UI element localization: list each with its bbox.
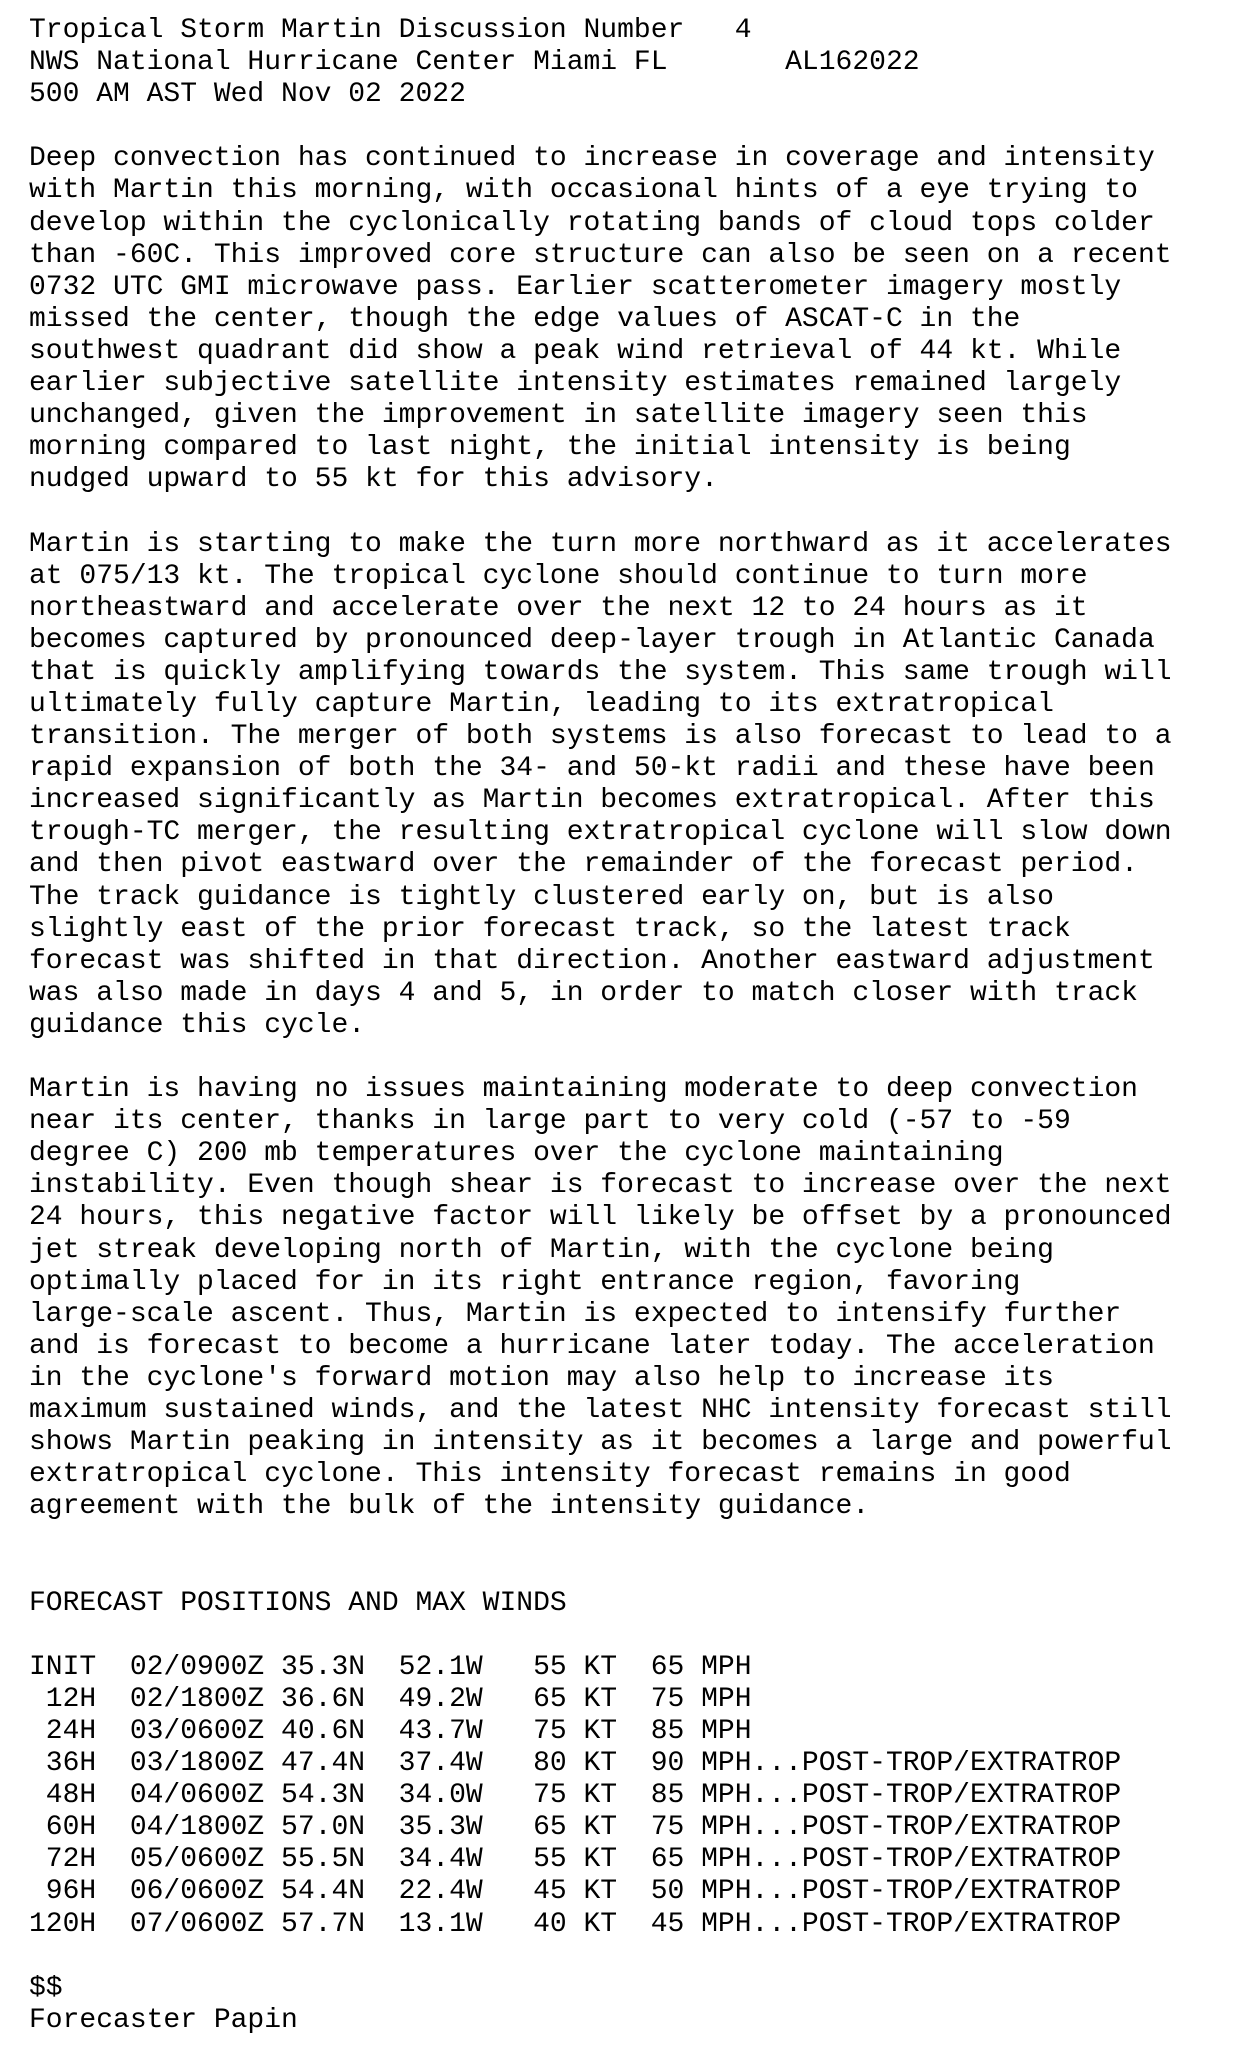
text-line: guidance this cycle. bbox=[29, 1009, 366, 1041]
blank-line bbox=[29, 111, 1224, 143]
text-line: than -60C. This improved core structure can also be seen on a recent bbox=[29, 239, 1172, 271]
text-line: slightly east of the prior forecast track, so the latest track bbox=[29, 913, 1071, 945]
text-line: Martin is having no issues maintaining moderate to deep convection bbox=[29, 1074, 1138, 1106]
text-line: becomes captured by pronounced deep-layer trough in Atlantic Canada bbox=[29, 624, 1155, 656]
text-line: 24 hours, this negative factor will likely be offset by a pronounced bbox=[29, 1202, 1172, 1234]
text-line: Martin is starting to make the turn more northward as it accelerates bbox=[29, 528, 1172, 560]
agency-line: NWS National Hurricane Center Miami FL AL162022 bbox=[29, 47, 920, 79]
paragraph-satellite-analysis bbox=[29, 143, 1224, 496]
text-line: develop within the cyclonically rotating bands of cloud tops colder bbox=[29, 207, 1155, 239]
paragraph-track-forecast bbox=[29, 529, 1224, 1043]
product-header bbox=[29, 15, 1224, 111]
text-line: jet streak developing north of Martin, with the cyclone being bbox=[29, 1234, 1054, 1266]
forecast-section-heading: FORECAST POSITIONS AND MAX WINDS bbox=[29, 1587, 567, 1619]
forecast-row: 60H 04/1800Z 57.0N 35.3W 65 KT 75 MPH...POST-TROP/EXTRATROP bbox=[29, 1812, 1122, 1844]
blank-line bbox=[29, 1556, 1224, 1588]
text-line: and is forecast to become a hurricane later today. The acceleration bbox=[29, 1330, 1155, 1362]
text-line: missed the center, though the edge values of ASCAT-C in the bbox=[29, 303, 1021, 335]
text-line: maximum sustained winds, and the latest NHC intensity forecast still bbox=[29, 1395, 1172, 1427]
blank-line bbox=[29, 1620, 1224, 1652]
text-line: The track guidance is tightly clustered early on, but is also bbox=[29, 881, 1054, 913]
text-line: 0732 UTC GMI microwave pass. Earlier scatterometer imagery mostly bbox=[29, 271, 1122, 303]
text-line: forecast was shifted in that direction. Another eastward adjustment bbox=[29, 945, 1155, 977]
blank-line bbox=[29, 496, 1224, 528]
text-line: with Martin this morning, with occasional hints of a eye trying to bbox=[29, 175, 1138, 207]
text-line: and then pivot eastward over the remainder of the forecast period. bbox=[29, 849, 1138, 881]
end-marker: $$ bbox=[29, 1972, 63, 2004]
forecast-row: 12H 02/1800Z 36.6N 49.2W 65 KT 75 MPH bbox=[29, 1683, 752, 1715]
forecast-row: 24H 03/0600Z 40.6N 43.7W 75 KT 85 MPH bbox=[29, 1715, 752, 1747]
forecast-row: 96H 06/0600Z 54.4N 22.4W 45 KT 50 MPH...POST-TROP/EXTRATROP bbox=[29, 1876, 1122, 1908]
text-line: degree C) 200 mb temperatures over the cyclone maintaining bbox=[29, 1138, 1004, 1170]
forecast-row: 120H 07/0600Z 57.7N 13.1W 40 KT 45 MPH...POST-TROP/EXTRATROP bbox=[29, 1908, 1122, 1940]
blank-line bbox=[29, 1523, 1224, 1555]
product-title: Tropical Storm Martin Discussion Number 4 bbox=[29, 15, 752, 46]
blank-line bbox=[29, 1042, 1224, 1074]
text-line: in the cyclone's forward motion may also help to increase its bbox=[29, 1362, 1054, 1394]
text-line: trough-TC merger, the resulting extratropical cyclone will slow down bbox=[29, 817, 1172, 849]
text-line: transition. The merger of both systems is also forecast to lead to a bbox=[29, 721, 1172, 753]
text-line: unchanged, given the improvement in satellite imagery seen this bbox=[29, 400, 1088, 432]
text-line: shows Martin peaking in intensity as it becomes a large and powerful bbox=[29, 1427, 1172, 1459]
forecast-row: 36H 03/1800Z 47.4N 37.4W 80 KT 90 MPH...POST-TROP/EXTRATROP bbox=[29, 1748, 1122, 1780]
text-line: extratropical cyclone. This intensity forecast remains in good bbox=[29, 1459, 1071, 1491]
text-line: southwest quadrant did show a peak wind retrieval of 44 kt. While bbox=[29, 335, 1122, 367]
forecast-positions-table bbox=[29, 1652, 1224, 1941]
text-line: Deep convection has continued to increase in coverage and intensity bbox=[29, 143, 1155, 175]
text-line: instability. Even though shear is forecast to increase over the next bbox=[29, 1170, 1172, 1202]
text-line: was also made in days 4 and 5, in order to match closer with track bbox=[29, 977, 1138, 1009]
forecast-row: 72H 05/0600Z 55.5N 34.4W 55 KT 65 MPH...POST-TROP/EXTRATROP bbox=[29, 1844, 1122, 1876]
forecast-row: 48H 04/0600Z 54.3N 34.0W 75 KT 85 MPH...POST-TROP/EXTRATROP bbox=[29, 1780, 1122, 1812]
forecaster-signature: Forecaster Papin bbox=[29, 2004, 298, 2036]
text-line: optimally placed for in its right entrance region, favoring bbox=[29, 1266, 1021, 1298]
text-line: large-scale ascent. Thus, Martin is expected to intensify further bbox=[29, 1298, 1122, 1330]
text-line: earlier subjective satellite intensity estimates remained largely bbox=[29, 368, 1122, 400]
text-line: nudged upward to 55 kt for this advisory. bbox=[29, 464, 718, 496]
text-line: rapid expansion of both the 34- and 50-kt radii and these have been bbox=[29, 753, 1155, 785]
blank-line bbox=[29, 1941, 1224, 1973]
text-line: at 075/13 kt. The tropical cyclone should continue to turn more bbox=[29, 560, 1088, 592]
text-line: northeastward and accelerate over the next 12 to 24 hours as it bbox=[29, 592, 1088, 624]
product-footer bbox=[29, 1973, 1224, 2037]
issuance-time-line: 500 AM AST Wed Nov 02 2022 bbox=[29, 79, 466, 111]
text-line: increased significantly as Martin becomes extratropical. After this bbox=[29, 785, 1155, 817]
text-line: agreement with the bulk of the intensity guidance. bbox=[29, 1491, 870, 1523]
text-line: near its center, thanks in large part to very cold (-57 to -59 bbox=[29, 1106, 1071, 1138]
text-line: ultimately fully capture Martin, leading to its extratropical bbox=[29, 688, 1054, 720]
paragraph-intensity-forecast bbox=[29, 1074, 1224, 1523]
text-line: that is quickly amplifying towards the system. This same trough will bbox=[29, 656, 1172, 688]
text-line: morning compared to last night, the initial intensity is being bbox=[29, 432, 1071, 464]
forecast-row: INIT 02/0900Z 35.3N 52.1W 55 KT 65 MPH bbox=[29, 1651, 752, 1683]
